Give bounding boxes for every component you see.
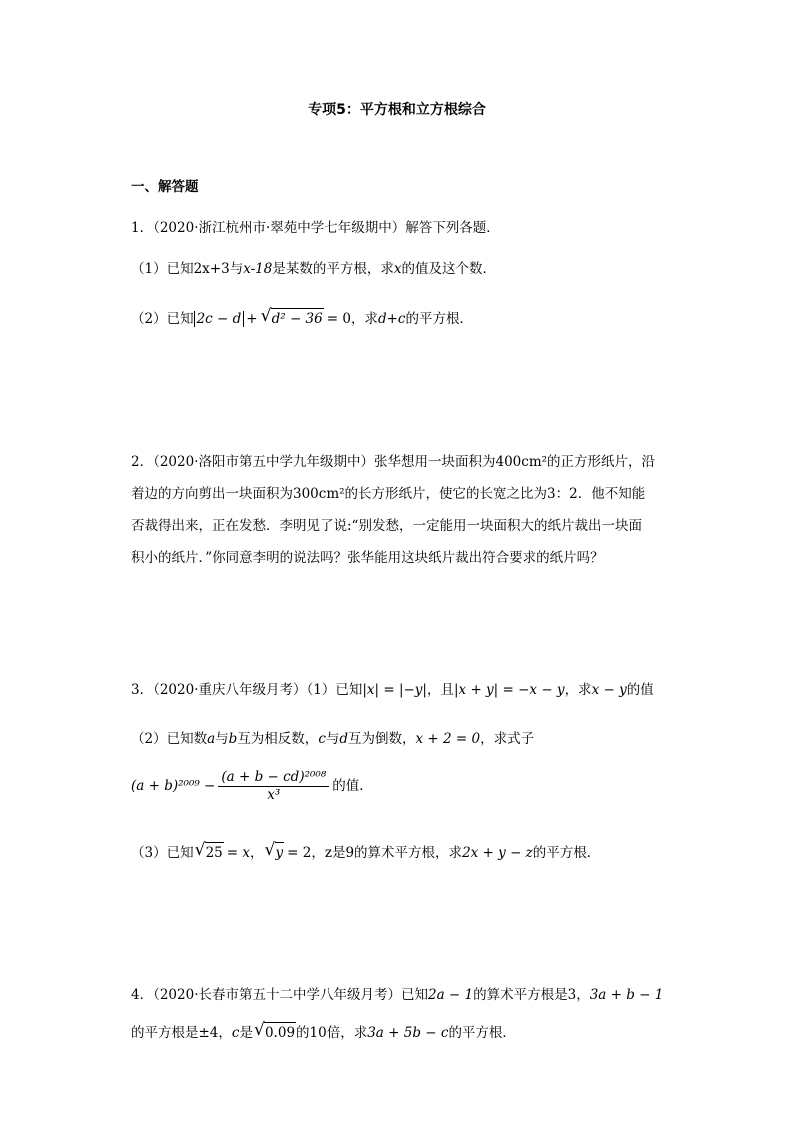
math-expression: 2x + y − z	[462, 845, 533, 861]
question-source: （2020·浙江杭州市·翠苑中学七年级期中）	[153, 220, 406, 236]
part-label: （2）已知数	[131, 731, 208, 747]
math-value: 300cm²	[293, 486, 345, 502]
question-number: 3．	[131, 682, 154, 698]
math-expression: = 0	[326, 311, 351, 327]
math-expression: x + 2 = 0	[415, 731, 481, 747]
question-3-part-2	[131, 729, 534, 749]
page-title: 专项5：平方根和立方根综合	[308, 102, 486, 118]
math-expression: 3a + b − 1	[589, 987, 664, 1003]
text: ，z	[311, 845, 332, 861]
math-expression: = 2	[287, 845, 312, 861]
math-expression: x-18	[243, 261, 273, 277]
question-1-part-1	[131, 259, 496, 279]
question-number: 1．	[131, 220, 154, 236]
text: 与	[229, 261, 244, 277]
math-fraction	[218, 769, 329, 804]
text: 张华想用一块面积为	[374, 454, 496, 470]
question-3-part-3	[131, 842, 600, 863]
text: 是某数的平方根，求	[272, 261, 394, 277]
math-expression: |x| = |−y|	[362, 682, 427, 698]
radicand: y	[275, 842, 285, 863]
text: ，求	[564, 682, 592, 698]
square-root	[196, 842, 224, 863]
math-expression: x − y	[591, 682, 627, 698]
part-label: （3）已知	[131, 845, 194, 861]
square-root	[262, 308, 324, 329]
question-2-line-3: 否裁得出来，正在发愁．李明见了说:“别发愁，一定能用一块面积大的纸片裁出一块面	[131, 518, 642, 534]
radicand: 25	[205, 842, 224, 863]
text: 的算术平方根是3，	[473, 987, 590, 1003]
math-absolute-value: 2c − d	[194, 311, 245, 327]
question-source: （2020·洛阳市第五中学九年级期中）	[153, 454, 374, 470]
question-text: 解答下列各题．	[405, 220, 500, 236]
math-value: 400cm²	[495, 454, 548, 470]
question-number: 4．	[131, 987, 154, 1003]
text: 与	[325, 731, 340, 747]
math-expression: |x + y| = −x − y	[453, 682, 565, 698]
fraction-denominator: x³	[267, 787, 281, 803]
radicand: d² − 36	[271, 308, 324, 329]
part-label: （2）已知	[131, 311, 194, 327]
text: 的平方根．	[532, 845, 601, 861]
question-source: （2020·重庆八年级月考）	[153, 682, 307, 698]
text: 的正方形纸片，沿	[547, 454, 656, 470]
text: ，且	[426, 682, 454, 698]
question-number: 2．	[131, 454, 154, 470]
text: 的值及这个数．	[401, 261, 496, 277]
text: ，	[250, 845, 264, 861]
question-4-line-2	[131, 1022, 516, 1043]
text: 的10倍，求	[296, 1025, 368, 1041]
question-1-part-2	[131, 308, 473, 329]
text: 的平方根是±4，	[131, 1025, 232, 1041]
math-variable: c	[231, 1025, 240, 1041]
question-1-stem	[131, 218, 500, 238]
part-label: （1）已知	[131, 261, 194, 277]
text: 与	[215, 731, 229, 747]
text: 是	[239, 1025, 253, 1041]
text: 的平方根．	[448, 1025, 516, 1041]
text: 互为倒数，	[348, 731, 416, 747]
section-heading: 一、解答题	[131, 179, 199, 195]
text: 的平方根．	[405, 311, 473, 327]
math-variable: x	[393, 261, 402, 277]
math-expression: d+c	[377, 311, 406, 327]
question-source: （2020·长春市第五十二中学八年级月考）	[153, 987, 401, 1003]
square-root	[255, 1022, 296, 1043]
part-label: （1）已知	[306, 682, 363, 698]
math-expression: (a + b)²⁰⁰⁹ −	[131, 778, 216, 794]
text: 着边的方向剪出一块面积为	[131, 486, 293, 502]
math-expression: = x	[226, 845, 250, 861]
question-2-line-1	[131, 452, 655, 472]
fraction-numerator: (a + b − cd)²⁰⁰⁸	[218, 769, 329, 787]
text: ，求	[350, 311, 378, 327]
text: 已知	[401, 987, 428, 1003]
text: 互为相反数，	[237, 731, 319, 747]
square-root	[266, 842, 285, 863]
question-3-part-2-formula	[131, 769, 373, 804]
question-2-line-2	[131, 484, 645, 504]
math-expression: 2a − 1	[428, 987, 474, 1003]
math-variable: d	[339, 731, 349, 747]
question-4-line-1	[131, 985, 663, 1005]
text: 的值	[626, 682, 654, 698]
text: 的值．	[332, 778, 373, 794]
math-expression: 2x+3	[193, 261, 230, 277]
question-2-line-4: 积小的纸片．”你同意李明的说法吗？张华能用这块纸片裁出符合要求的纸片吗？	[131, 550, 604, 566]
question-3-part-1	[131, 680, 654, 700]
text: 的长方形纸片，使它的长宽之比为3：2．他不知能	[344, 486, 646, 502]
text: 是9的算术平方根，求	[331, 845, 463, 861]
text: ，求式子	[480, 731, 535, 747]
math-expression: 3a + 5b − c	[367, 1025, 449, 1041]
math-variable: a	[207, 731, 216, 747]
math-operator: +	[246, 311, 258, 327]
math-variable: b	[228, 731, 238, 747]
math-variable: c	[318, 731, 326, 747]
radicand: 0.09	[264, 1022, 296, 1043]
